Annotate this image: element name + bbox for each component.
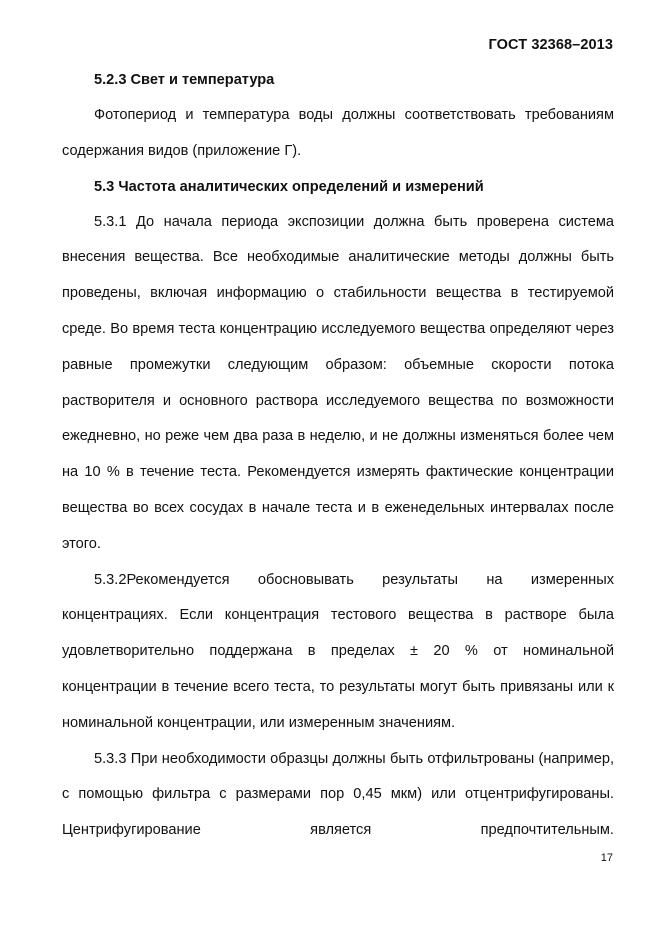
section-heading-5-2-3: 5.2.3 Свет и температура	[94, 72, 275, 88]
standard-header: ГОСТ 32368–2013	[488, 37, 613, 53]
paragraph-5-3-2: 5.3.2Рекомендуется обосновывать результаты на измеренных концентрациях. Если концентрация тестового вещества в растворе была удовлетворительно поддержана в пределах ± 20 % от номинальной концентрации в течение всего теста, то результаты могут быть привязаны или к номинальной концентрации, или измеренным значениям.	[62, 571, 614, 731]
page-number: 17	[600, 852, 613, 864]
paragraph-light-temperature: Фотопериод и температура воды должны соответствовать требованиям содержания видов (приложение Г).	[62, 107, 614, 159]
section-heading-5-3: 5.3 Частота аналитических определений и измерений	[94, 178, 484, 195]
document-body	[62, 63, 614, 849]
paragraph-5-3-1: 5.3.1 До начала периода экспозиции должна быть проверена система внесения вещества. Все необходимые аналитические методы должны быть проведены, включая информацию о стабильности вещества в тестируемой среде. Во время теста концентрацию исследуемого вещества определяют через равные промежутки следующим образом: объемные скорости потока растворителя и основного раствора исследуемого вещества по возможности ежедневно, но реже чем два раза в неделю, и не должны изменяться более чем на 10 % в течение теста. Рекомендуется измерять фактические концентрации вещества во всех сосудах в начале теста и в еженедельных интервалах после этого.	[62, 213, 614, 552]
paragraph-5-3-3: 5.3.3 При необходимости образцы должны быть отфильтрованы (например, с помощью фильтра с размерами пор 0,45 мкм) или отцентрифугированы. Центрифугирование является предпочтительным.	[62, 750, 614, 839]
